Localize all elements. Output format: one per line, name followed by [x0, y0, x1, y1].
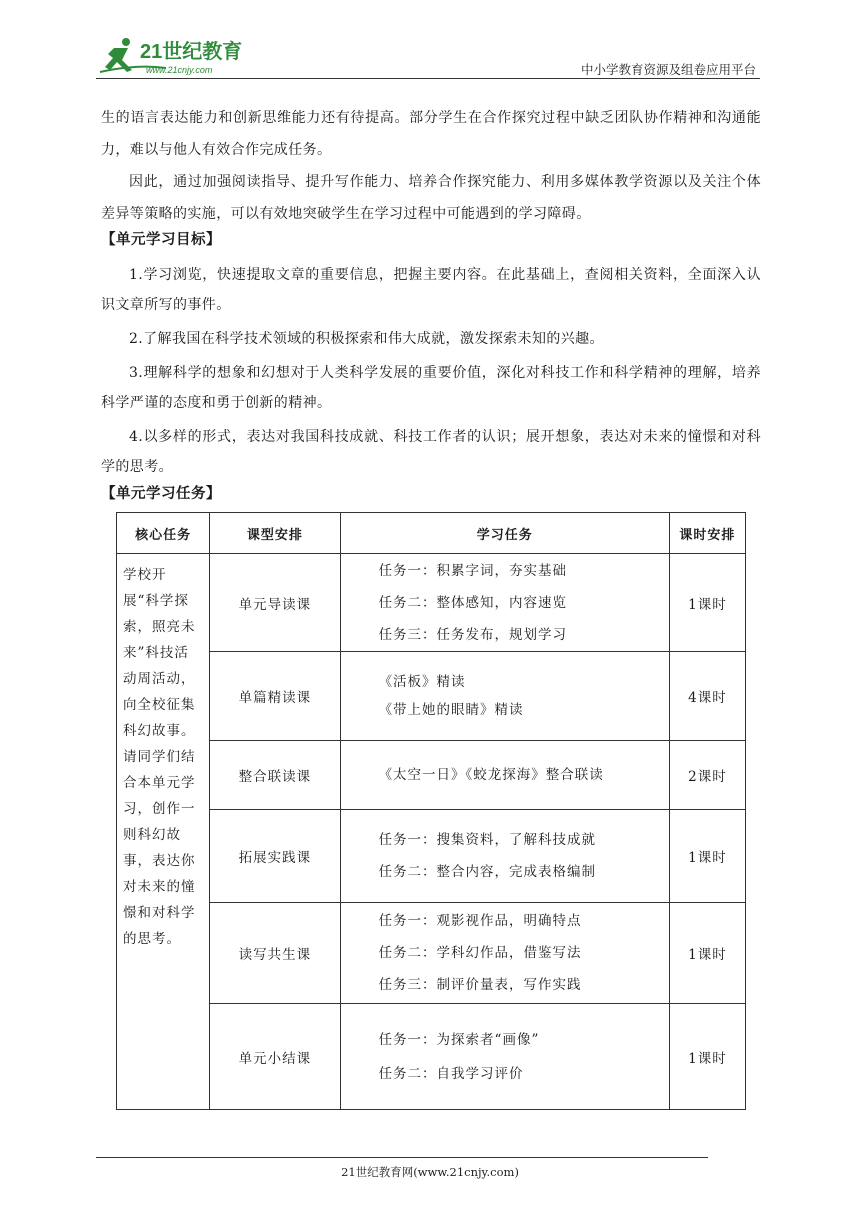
logo: [96, 34, 266, 78]
core-task-cell: [117, 554, 210, 1110]
logo-text: 21世纪教育: [140, 41, 243, 63]
task-list: [340, 1004, 669, 1110]
lesson-type: 拓展实践课: [210, 810, 340, 903]
table-row: [117, 554, 746, 652]
objective-item: 2.了解我国在科学技术领域的积极探索和伟大成就，激发探索未知的兴趣。: [129, 331, 604, 347]
task-list: [340, 652, 669, 741]
tasks-section: [101, 484, 761, 505]
task-item: 《活板》精读: [378, 674, 466, 690]
task-list: [340, 810, 669, 903]
lesson-type: 单元小结课: [210, 1004, 340, 1110]
lesson-hours: 2课时: [669, 741, 745, 810]
tasks-heading: 【单元学习任务】: [101, 486, 221, 502]
table-row: [117, 810, 746, 903]
lesson-type: 单篇精读课: [210, 652, 340, 741]
header-divider: [96, 78, 760, 79]
objective-item: 1.学习浏览，快速提取文章的重要信息，把握主要内容。在此基础上，查阅相关资料，全面深入认识文章所写的事件。: [101, 267, 761, 313]
objectives-section: [101, 230, 761, 251]
lesson-hours: 1课时: [669, 554, 745, 652]
logo-url-text: www.21cnjy.com: [146, 65, 213, 75]
column-header: 核心任务: [117, 513, 210, 554]
task-item: 任务二：整体感知，内容速览: [378, 594, 568, 611]
table-row: [117, 903, 746, 1004]
paragraph-2: 因此，通过加强阅读指导、提升写作能力、培养合作探究能力、利用多媒体教学资源以及关注个体差异等策略的实施，可以有效地突破学生在学习过程中可能遇到的学习障碍。: [101, 174, 761, 222]
column-header: 课时安排: [669, 513, 745, 554]
paragraph-1: 生的语言表达能力和创新思维能力还有待提高。部分学生在合作探究过程中缺乏团队协作精神和沟通能力，难以与他人有效合作完成任务。: [101, 110, 761, 158]
task-list: [340, 554, 669, 652]
task-item: 任务一：搜集资料，了解科技成就: [378, 832, 597, 848]
column-header: 课型安排: [210, 513, 340, 554]
footer-divider: [96, 1157, 708, 1158]
task-item: 任务二：自我学习评价: [378, 1065, 524, 1082]
tasks-table: [116, 512, 746, 1110]
task-item: 任务一：为探索者“画像”: [378, 1031, 540, 1048]
core-task-text: 学校开展“科学探索，照亮未来”科技活动周活动，向全校征集科幻故事。请同学们结合本单元学习，创作一则科幻故事，表达你对未来的憧憬和对科学的思考。: [123, 566, 196, 947]
task-item: 任务二：学科幻作品，借鉴写法: [378, 945, 582, 961]
lesson-hours: 1课时: [669, 903, 745, 1004]
task-item: 任务三：制评价量表，写作实践: [378, 977, 582, 993]
lesson-type: 单元导读课: [210, 554, 340, 652]
page-header: [96, 34, 760, 79]
lesson-hours: 1课时: [669, 810, 745, 903]
lesson-hours: 1课时: [669, 1004, 745, 1110]
table-row: [117, 652, 746, 741]
task-list: [340, 741, 669, 810]
objective-item: 3.理解科学的想象和幻想对于人类科学发展的重要价值，深化对科技工作和科学精神的理解，培养科学严谨的态度和勇于创新的精神。: [101, 365, 761, 411]
footer-text: 21世纪教育网(www.21cnjy.com): [341, 1165, 519, 1179]
objectives-heading: 【单元学习目标】: [101, 232, 221, 248]
task-item: 任务一：观影视作品，明确特点: [378, 913, 582, 929]
task-item: 《带上她的眼睛》精读: [378, 702, 524, 718]
lesson-type: 整合联读课: [210, 741, 340, 810]
platform-name: 中小学教育资源及组卷应用平台: [580, 62, 756, 77]
intro-section: [101, 102, 761, 230]
objective-item: 4.以多样的形式，表达对我国科技成就、科技工作者的认识；展开想象，表达对未来的憧憬和对科学的思考。: [101, 429, 761, 475]
task-item: 任务三：任务发布，规划学习: [378, 626, 568, 643]
task-list: [340, 903, 669, 1004]
task-item: 《太空一日》《蛟龙探海》整合联读: [378, 767, 604, 783]
column-header: 学习任务: [340, 513, 669, 554]
lesson-type: 读写共生课: [210, 903, 340, 1004]
table-header-row: [117, 513, 746, 554]
task-item: 任务二：整合内容，完成表格编制: [378, 864, 597, 880]
table-row: [117, 1004, 746, 1110]
lesson-hours: 4课时: [669, 652, 745, 741]
objectives-list: [101, 260, 761, 482]
task-item: 任务一：积累字词，夯实基础: [378, 562, 568, 579]
table-row: [117, 741, 746, 810]
